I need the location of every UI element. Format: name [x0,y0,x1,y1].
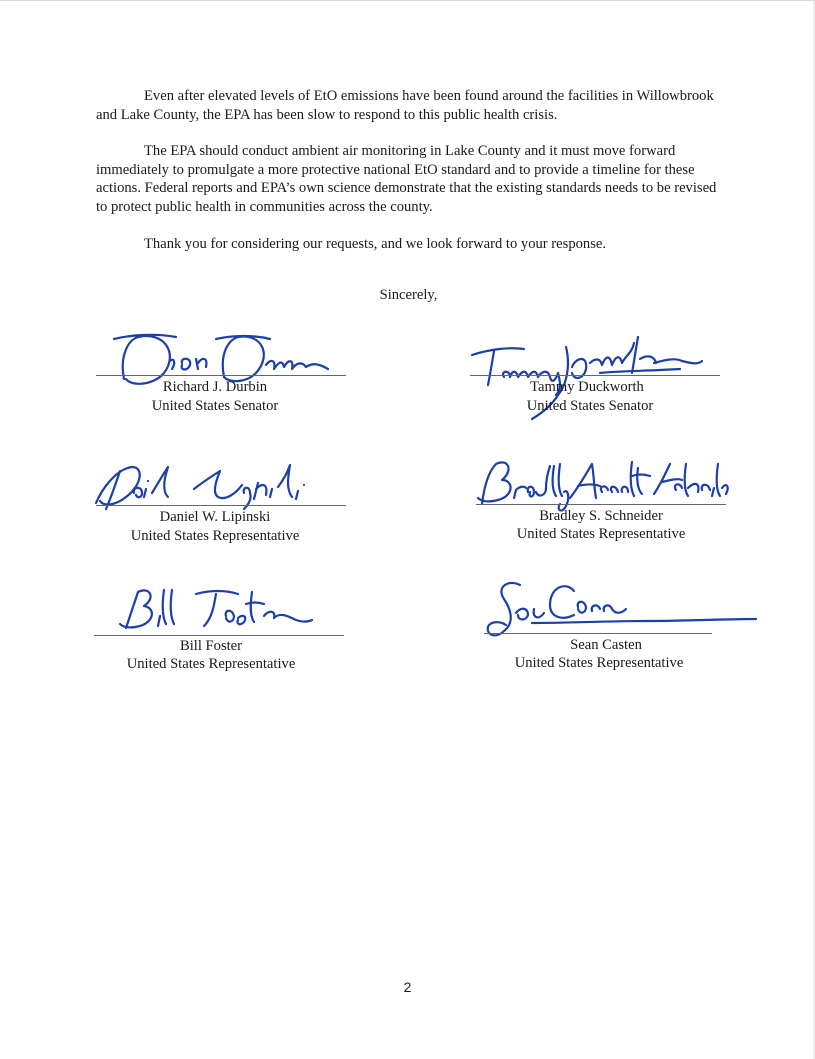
signature-block-durbin [96,331,346,431]
signature-line [96,375,346,376]
paragraph-emissions [96,87,718,124]
signer-name-duckworth: Tammy Duckworth [530,379,644,395]
page-number: 2 [403,979,412,995]
signer-title-durbin: United States Senator [151,398,279,414]
signer-name-lipinski: Daniel W. Lipinski [159,509,271,525]
signature-line [476,504,726,505]
paragraph-monitoring-text: The EPA should conduct ambient air monitoring in Lake County and it must move forward immediately to promulgate a more protective national EtO standard and to provide a timeline for these actions. Federal reports and EPA’s own science demonstrate that the existing standards needs to be revised to protect public health in communities across the county. [96,143,717,215]
signature-block-lipinski [96,463,346,563]
signer-name-foster: Bill Foster [179,638,243,654]
closing-salutation: Sincerely, [379,287,438,303]
paragraph-monitoring [96,142,718,216]
signature-block-duckworth [470,331,720,431]
signer-name-casten: Sean Casten [570,637,642,653]
signer-title-foster: United States Representative [126,656,296,672]
signer-title-schneider: United States Representative [516,526,686,542]
signature-line [96,505,346,506]
signature-line [470,375,720,376]
signature-line [484,633,712,634]
signer-title-duckworth: United States Senator [526,398,654,414]
signature-block-casten [484,591,734,691]
signer-title-casten: United States Representative [514,655,684,671]
signature-line [94,635,344,636]
paragraph-thanks-text: Thank you for considering our requests, and we look forward to your response. [144,236,607,252]
signer-name-durbin: Richard J. Durbin [162,379,268,395]
signature-block-schneider [476,462,726,562]
signature-block-foster [94,592,344,692]
paragraph-thanks [96,235,718,254]
signer-title-lipinski: United States Representative [130,528,300,544]
paragraph-emissions-text: Even after elevated levels of EtO emissions have been found around the facilities in Willowbrook and Lake County, the EPA has been slow to respond to this public health crisis. [96,88,714,123]
signer-name-schneider: Bradley S. Schneider [539,508,663,524]
signature-foster-handwriting [116,586,346,636]
